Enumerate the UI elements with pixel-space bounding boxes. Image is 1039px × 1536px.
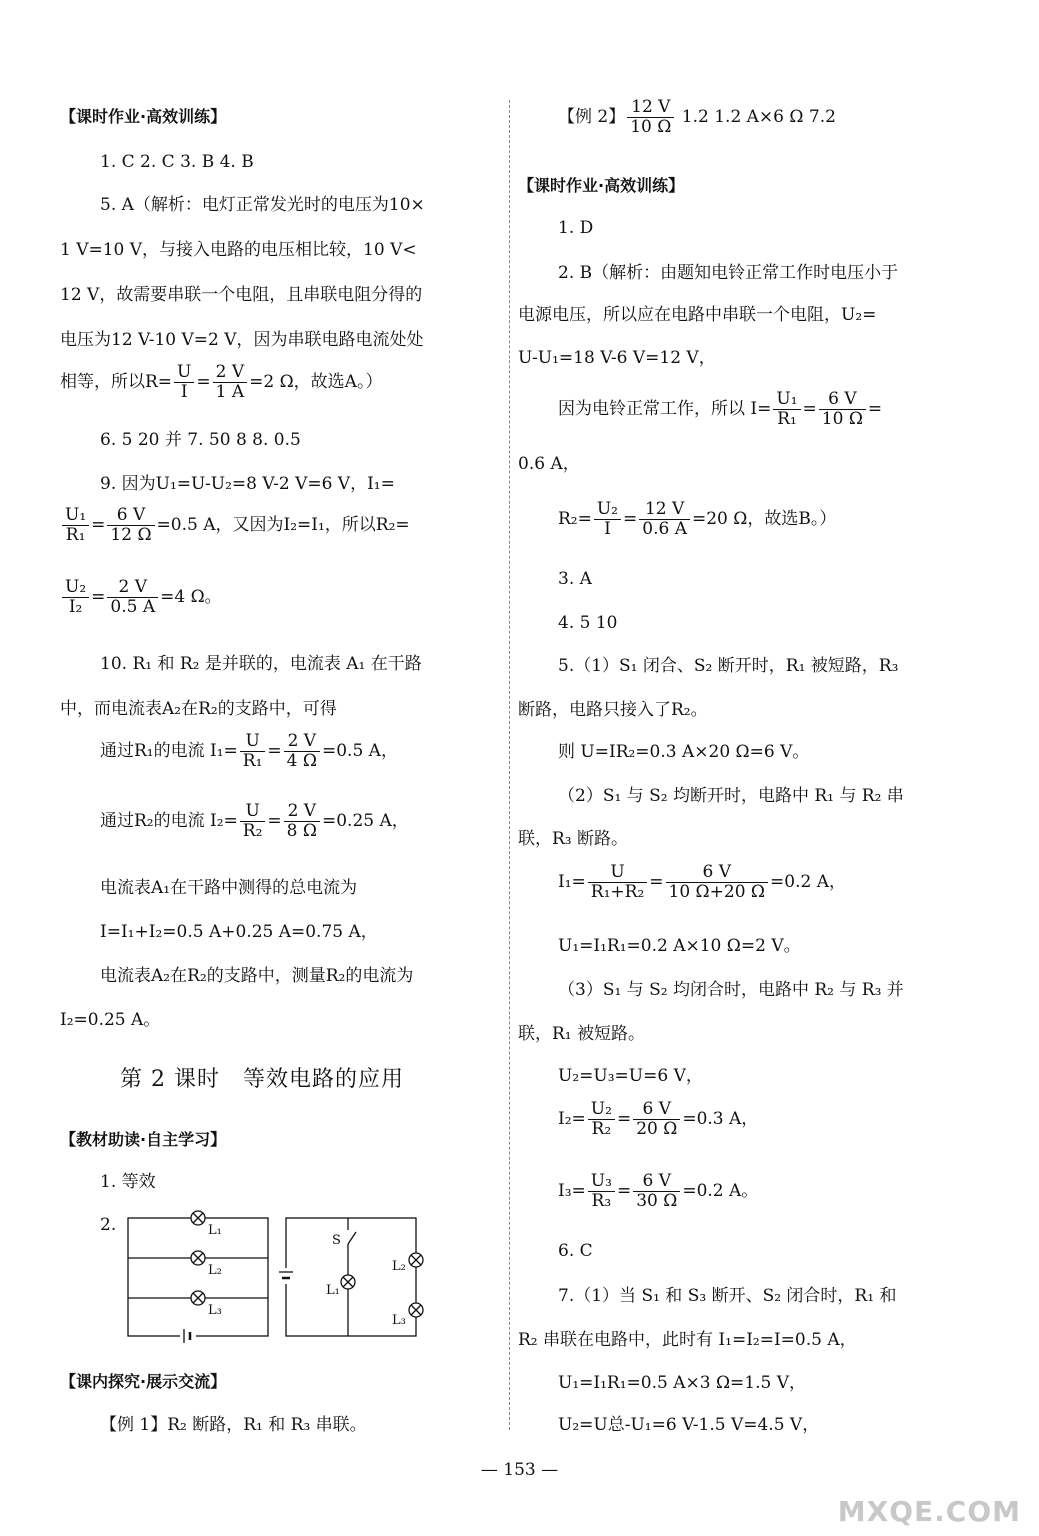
formula-text: 因为电铃正常工作，所以 I= (558, 399, 772, 419)
answer-line: U-U₁=18 V-6 V=12 V， (518, 348, 716, 368)
numerator: U (174, 363, 194, 383)
formula-text: =0.3 A， (682, 1109, 759, 1129)
fraction (240, 802, 266, 841)
fraction (284, 732, 320, 771)
formula-text: =20 Ω，故选B。） (691, 509, 837, 529)
formula-line (60, 578, 222, 617)
answer-line: 中，而电流表A₂在R₂的支路中，可得 (60, 699, 337, 719)
answer-line: 4. 5 10 (558, 613, 618, 633)
answer-line: U₁=I₁R₁=0.5 A×3 Ω=1.5 V， (558, 1373, 807, 1393)
numerator: 6 V (633, 1100, 680, 1120)
answer-line: 12 V，故需要串联一个电阻，且串联电阻分得的 (60, 285, 423, 305)
denominator: I (604, 519, 611, 539)
numerator: U (588, 863, 647, 883)
fraction (588, 1100, 615, 1139)
formula-text: =4 Ω。 (160, 587, 222, 607)
denominator: 30 Ω (636, 1191, 678, 1211)
denominator: 0.5 A (110, 597, 156, 617)
denominator: 10 Ω (630, 117, 672, 137)
answer-line: 联，R₁ 被短路。 (518, 1024, 646, 1044)
numerator: U₂ (594, 500, 621, 520)
denominator: R₂ (242, 821, 263, 841)
formula-text: 1.2 1.2 A×6 Ω 7.2 (676, 107, 836, 127)
equals-sign: = (802, 399, 817, 419)
fraction (588, 1172, 615, 1211)
answer-line: 电流表A₁在干路中测得的总电流为 (100, 878, 358, 898)
numerator: 2 V (284, 732, 320, 752)
formula-line (518, 390, 882, 429)
section-heading: 【课时作业·高效训练】 (518, 176, 685, 195)
formula-text: 相等，所以R= (60, 372, 173, 392)
answer-line: 电压为12 V-10 V=2 V，因为串联电路电流处处 (60, 330, 424, 350)
answer-line: U₂=U总-U₁=6 V-1.5 V=4.5 V， (558, 1415, 820, 1435)
answer-line: U₂=U₃=U=6 V， (558, 1066, 703, 1086)
formula-line (60, 363, 382, 402)
answer-line: 0.6 A， (518, 454, 580, 474)
answer-line: R₂ 串联在电路中，此时有 I₁=I₂=I=0.5 A， (518, 1330, 857, 1350)
answer-line: 1 V=10 V，与接入电路的电压相比较，10 V< (60, 240, 417, 260)
answer-line: 则 U=IR₂=0.3 A×20 Ω=6 V。 (558, 742, 810, 762)
denominator: R₃ (591, 1191, 612, 1211)
section-heading: 【课时作业·高效训练】 (60, 107, 227, 126)
answer-line: 1. 等效 (100, 1172, 156, 1192)
fraction (240, 732, 266, 771)
formula-line (518, 1172, 758, 1211)
formula-text: =0.5 A， (322, 741, 398, 761)
numerator: 6 V (633, 1172, 680, 1192)
answer-line: I=I₁+I₂=0.5 A+0.25 A=0.75 A， (100, 922, 378, 942)
denominator: R₁ (777, 409, 797, 429)
formula-line (60, 732, 398, 771)
answer-line: （2）S₁ 与 S₂ 均断开时，电路中 R₁ 与 R₂ 串 (558, 786, 904, 806)
numerator: U (240, 802, 266, 822)
lamp-label: L₁ (208, 1223, 222, 1238)
fraction (284, 802, 320, 841)
lamp-label: L₁ (326, 1283, 340, 1298)
formula-line (60, 506, 410, 545)
formula-text: R₂= (558, 509, 592, 529)
answer-line: U₁=I₁R₁=0.2 A×10 Ω=2 V。 (558, 936, 801, 956)
fraction (633, 1100, 680, 1139)
denominator: R₂ (591, 1119, 612, 1139)
answer-line: 9. 因为U₁=U-U₂=8 V-2 V=6 V，I₁= (100, 474, 395, 494)
lamp-label: L₂ (208, 1263, 222, 1278)
formula-text: 通过R₁的电流 I₁= (100, 741, 238, 761)
numerator: 6 V (107, 506, 154, 526)
denominator: 0.6 A (642, 519, 687, 539)
answer-line: （3）S₁ 与 S₂ 均闭合时，电路中 R₂ 与 R₃ 并 (558, 980, 904, 1000)
switch-label: S (332, 1233, 341, 1248)
fraction (107, 506, 154, 545)
formula-text: = (867, 399, 883, 419)
equals-sign: = (649, 872, 664, 892)
parallel-circuit-frame (128, 1218, 268, 1336)
fraction (627, 98, 674, 137)
formula-text: I₁= (558, 872, 586, 892)
fraction (62, 506, 89, 545)
denominator: 20 Ω (636, 1119, 678, 1139)
denominator: 4 Ω (286, 751, 317, 771)
formula-text: I₃= (558, 1181, 586, 1201)
fraction (633, 1172, 680, 1211)
fraction (819, 390, 866, 429)
formula-line (518, 98, 836, 137)
fraction (213, 363, 248, 402)
section-heading: 【教材助读·自主学习】 (60, 1130, 227, 1149)
answer-line: 断路，电路只接入了R₂。 (518, 700, 708, 720)
fraction (594, 500, 621, 539)
circuit-diagram (120, 1210, 430, 1350)
formula-text: =0.2 A。 (682, 1181, 759, 1201)
answer-line: 10. R₁ 和 R₂ 是并联的，电流表 A₁ 在干路 (100, 654, 422, 674)
formula-text: =2 Ω，故选A。） (249, 372, 383, 392)
lesson-title: 第 2 课时 等效电路的应用 (120, 1067, 404, 1092)
fraction (174, 363, 194, 402)
formula-text: =0.25 A， (322, 811, 409, 831)
fraction (588, 863, 647, 902)
denominator: R₁ (65, 525, 86, 545)
equals-sign: = (91, 587, 106, 607)
formula-text: =0.5 A，又因为I₂=I₁，所以R₂= (156, 515, 410, 535)
column-divider (509, 100, 510, 1430)
lamp-label: L₂ (392, 1259, 406, 1274)
numerator: 6 V (666, 863, 769, 883)
denominator: 1 A (215, 382, 245, 402)
numerator: 12 V (627, 98, 674, 118)
fraction (62, 578, 89, 617)
example-label: 【例 2】 (558, 107, 626, 127)
denominator: 10 Ω+20 Ω (668, 882, 766, 902)
equals-sign: = (91, 515, 106, 535)
numerator: U₂ (588, 1100, 615, 1120)
fraction (666, 863, 769, 902)
denominator: R₁+R₂ (590, 882, 645, 902)
numerator: 2 V (107, 578, 158, 598)
numerator: U (240, 732, 266, 752)
lamp-label: L₃ (208, 1303, 222, 1318)
answer-line: 6. C (558, 1241, 593, 1261)
fraction (773, 390, 800, 429)
equals-sign: = (616, 1109, 632, 1129)
answer-line: 联，R₃ 断路。 (518, 829, 629, 849)
formula-line (518, 500, 836, 539)
answer-line: 1. C 2. C 3. B 4. B (100, 152, 254, 172)
fraction (639, 500, 690, 539)
numerator: 2 V (284, 802, 320, 822)
answer-line: 电源电压，所以应在电路中串联一个电阻，U₂= (518, 305, 877, 325)
answer-line: 2. (100, 1215, 117, 1235)
formula-line (518, 1100, 758, 1139)
answer-line: 电流表A₂在R₂的支路中，测量R₂的电流为 (100, 966, 414, 986)
equals-sign: = (623, 509, 638, 529)
formula-text: 通过R₂的电流 I₂= (100, 811, 238, 831)
answer-line: 3. A (558, 569, 592, 589)
section-heading: 【课内探究·展示交流】 (60, 1372, 227, 1391)
formula-text: I₂= (558, 1109, 586, 1129)
numerator: U₂ (62, 578, 89, 598)
answer-line: I₂=0.25 A。 (60, 1010, 161, 1030)
denominator: I₂ (68, 597, 83, 617)
answer-line: 2. B（解析：由题知电铃正常工作时电压小于 (558, 263, 899, 283)
watermark: MXQE.COM (837, 1495, 1021, 1528)
denominator: 12 Ω (110, 525, 152, 545)
equals-sign: = (267, 811, 282, 831)
page-number: — 153 — (480, 1460, 559, 1480)
numerator: 6 V (819, 390, 866, 410)
formula-text: =0.2 A， (770, 872, 846, 892)
fraction (107, 578, 158, 617)
equals-sign: = (616, 1181, 632, 1201)
formula-line (60, 802, 409, 841)
formula-line (518, 863, 846, 902)
denominator: I (180, 382, 188, 402)
answer-line: 6. 5 20 并 7. 50 8 8. 0.5 (100, 430, 301, 450)
equals-sign: = (267, 741, 282, 761)
numerator: 2 V (213, 363, 248, 383)
answer-line: 5.（1）S₁ 闭合、S₂ 断开时，R₁ 被短路，R₃ (558, 656, 899, 676)
answer-line: 【例 1】R₂ 断路，R₁ 和 R₃ 串联。 (100, 1415, 367, 1435)
denominator: 8 Ω (286, 821, 317, 841)
answer-line: 5. A（解析：电灯正常发光时的电压为10× (100, 195, 425, 215)
denominator: R₁ (242, 751, 263, 771)
numerator: U₁ (62, 506, 89, 526)
numerator: U₁ (773, 390, 800, 410)
lamp-label: L₃ (392, 1313, 406, 1328)
answer-line: 1. D (558, 218, 594, 238)
numerator: U₃ (588, 1172, 615, 1192)
numerator: 12 V (639, 500, 690, 520)
equals-sign: = (196, 372, 211, 392)
answer-line: 7.（1）当 S₁ 和 S₃ 断开、S₂ 闭合时，R₁ 和 (558, 1286, 897, 1306)
denominator: 10 Ω (821, 409, 863, 429)
